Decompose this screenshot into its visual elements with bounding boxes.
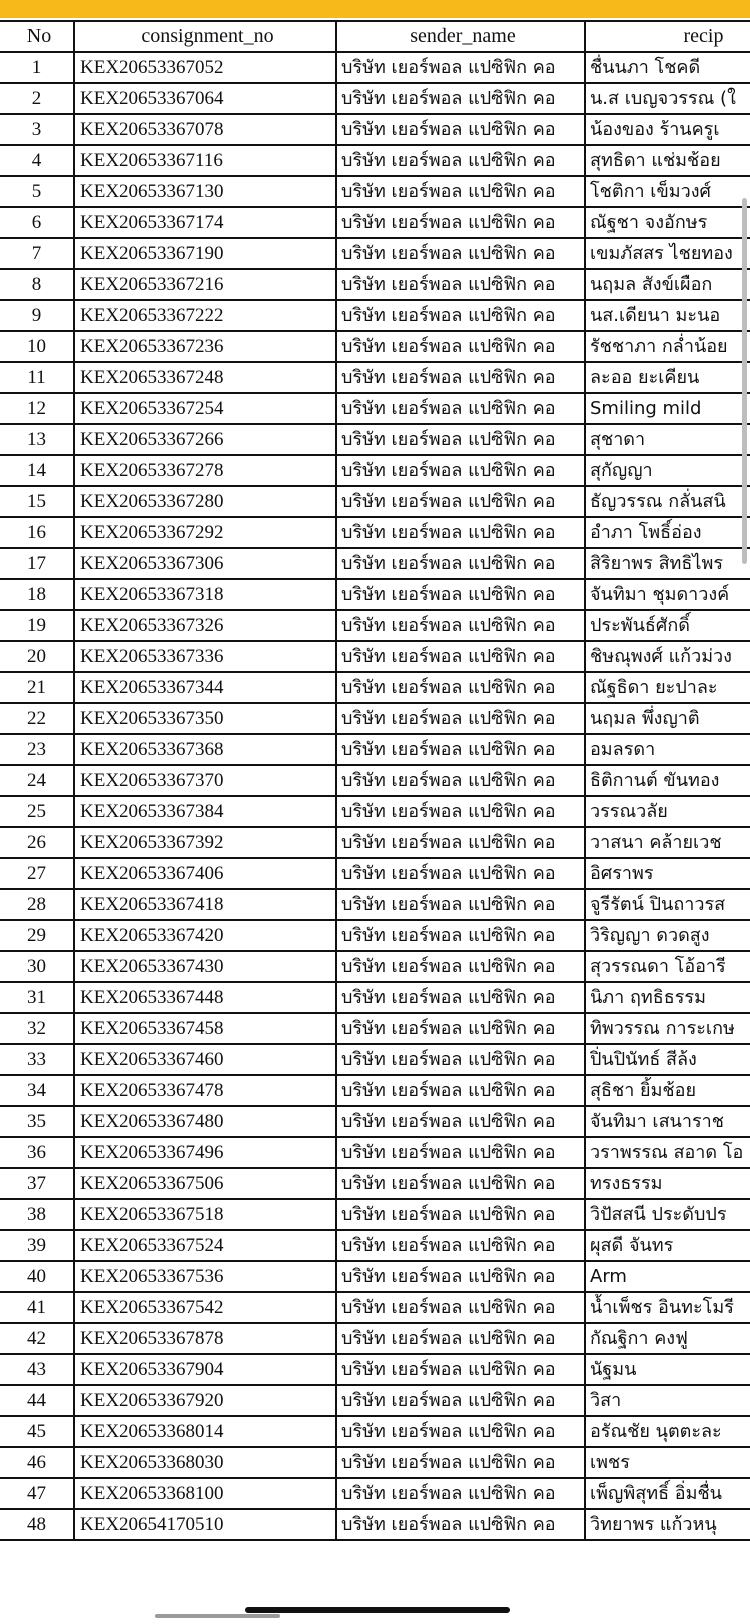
cell-recipient[interactable]: ณัฐธิดา ยะปาละ [585, 672, 750, 703]
cell-no[interactable]: 23 [0, 734, 74, 765]
table-row [0, 1478, 750, 1509]
table-row [0, 176, 750, 207]
header-no[interactable]: No [0, 21, 74, 52]
cell-recipient[interactable]: นฤมล พึ่งญาติ [585, 703, 750, 734]
cell-consignment-no[interactable]: KEX20653367236 [74, 331, 336, 362]
cell-no[interactable]: 15 [0, 486, 74, 517]
cell-consignment-no[interactable]: KEX20653367350 [74, 703, 336, 734]
cell-consignment-no[interactable]: KEX20653367078 [74, 114, 336, 145]
horizontal-scrollbar[interactable] [155, 1614, 280, 1618]
cell-recipient[interactable]: ชื่นนภา โชคดี [585, 52, 750, 83]
cell-recipient[interactable]: ธิติกานต์ ขันทอง [585, 765, 750, 796]
table-row [0, 114, 750, 145]
home-indicator[interactable] [245, 1607, 510, 1613]
consignment-table [0, 20, 750, 1541]
cell-recipient[interactable]: วิริญญา ดวดสูง [585, 920, 750, 951]
table-row [0, 517, 750, 548]
table-row [0, 920, 750, 951]
cell-sender-name[interactable]: บริษัท เยอร์พอล แปซิฟิก คอ [336, 765, 585, 796]
table-row [0, 331, 750, 362]
cell-recipient[interactable]: วิสา [585, 1385, 750, 1416]
cell-no[interactable]: 33 [0, 1044, 74, 1075]
cell-recipient[interactable]: จันทิมา ชุมดาวงค์ [585, 579, 750, 610]
cell-no[interactable]: 37 [0, 1168, 74, 1199]
vertical-scrollbar[interactable] [742, 198, 747, 564]
header-row [0, 21, 750, 52]
cell-consignment-no[interactable]: KEX20653367524 [74, 1230, 336, 1261]
table-row [0, 269, 750, 300]
spreadsheet-view[interactable] [0, 20, 750, 1624]
table-row [0, 889, 750, 920]
table-row [0, 1385, 750, 1416]
table-row [0, 238, 750, 269]
cell-sender-name[interactable]: บริษัท เยอร์พอล แปซิฟิก คอ [336, 176, 585, 207]
cell-consignment-no[interactable]: KEX20653367384 [74, 796, 336, 827]
cell-consignment-no[interactable]: KEX20653367064 [74, 83, 336, 114]
cell-sender-name[interactable]: บริษัท เยอร์พอล แปซิฟิก คอ [336, 858, 585, 889]
cell-recipient[interactable]: วิปัสสนี ประดับปร [585, 1199, 750, 1230]
top-accent-bar [0, 0, 750, 18]
cell-no[interactable]: 36 [0, 1137, 74, 1168]
cell-recipient[interactable]: นส.เดียนา มะนอ [585, 300, 750, 331]
cell-recipient[interactable]: ทิพวรรณ การะเกษ [585, 1013, 750, 1044]
cell-sender-name[interactable]: บริษัท เยอร์พอล แปซิฟิก คอ [336, 424, 585, 455]
cell-recipient[interactable]: วรรณวลัย [585, 796, 750, 827]
table-row [0, 1168, 750, 1199]
cell-consignment-no[interactable]: KEX20653367130 [74, 176, 336, 207]
cell-no[interactable]: 22 [0, 703, 74, 734]
cell-consignment-no[interactable]: KEX20653367052 [74, 52, 336, 83]
cell-sender-name[interactable]: บริษัท เยอร์พอล แปซิฟิก คอ [336, 796, 585, 827]
cell-sender-name[interactable]: บริษัท เยอร์พอล แปซิฟิก คอ [336, 889, 585, 920]
table-row [0, 982, 750, 1013]
cell-recipient[interactable]: Smiling mild [585, 393, 750, 424]
cell-consignment-no[interactable]: KEX20653367392 [74, 827, 336, 858]
cell-consignment-no[interactable]: KEX20653367292 [74, 517, 336, 548]
cell-sender-name[interactable]: บริษัท เยอร์พอล แปซิฟิก คอ [336, 83, 585, 114]
cell-consignment-no[interactable]: KEX20653367254 [74, 393, 336, 424]
cell-sender-name[interactable]: บริษัท เยอร์พอล แปซิฟิก คอ [336, 951, 585, 982]
table-row [0, 672, 750, 703]
cell-no[interactable]: 45 [0, 1416, 74, 1447]
cell-sender-name[interactable]: บริษัท เยอร์พอล แปซิฟิก คอ [336, 145, 585, 176]
cell-consignment-no[interactable]: KEX20653367542 [74, 1292, 336, 1323]
cell-recipient[interactable]: ชิษณุพงศ์ แก้วม่วง [585, 641, 750, 672]
cell-recipient[interactable]: สิริยาพร สิทธิไพร [585, 548, 750, 579]
cell-sender-name[interactable]: บริษัท เยอร์พอล แปซิฟิก คอ [336, 300, 585, 331]
table-row [0, 393, 750, 424]
cell-sender-name[interactable]: บริษัท เยอร์พอล แปซิฟิก คอ [336, 579, 585, 610]
cell-no[interactable]: 10 [0, 331, 74, 362]
table-row [0, 145, 750, 176]
table-body [0, 52, 750, 1540]
table-row [0, 1447, 750, 1478]
cell-sender-name[interactable]: บริษัท เยอร์พอล แปซิฟิก คอ [336, 1230, 585, 1261]
cell-consignment-no[interactable]: KEX20653367430 [74, 951, 336, 982]
cell-no[interactable]: 8 [0, 269, 74, 300]
cell-sender-name[interactable]: บริษัท เยอร์พอล แปซิฟิก คอ [336, 1323, 585, 1354]
cell-sender-name[interactable]: บริษัท เยอร์พอล แปซิฟิก คอ [336, 517, 585, 548]
cell-recipient[interactable]: น.ส เบญจวรรณ (ใ [585, 83, 750, 114]
cell-no[interactable]: 35 [0, 1106, 74, 1137]
cell-recipient[interactable]: นฤมล สังข์เผือก [585, 269, 750, 300]
cell-consignment-no[interactable]: KEX20653367478 [74, 1075, 336, 1106]
cell-recipient[interactable]: เขมภัสสร ไชยทอง [585, 238, 750, 269]
cell-sender-name[interactable]: บริษัท เยอร์พอล แปซิฟิก คอ [336, 1013, 585, 1044]
table-row [0, 765, 750, 796]
cell-no[interactable]: 4 [0, 145, 74, 176]
cell-recipient[interactable]: วิทยาพร แก้วหนุ [585, 1509, 750, 1540]
cell-no[interactable]: 31 [0, 982, 74, 1013]
cell-sender-name[interactable]: บริษัท เยอร์พอล แปซิฟิก คอ [336, 827, 585, 858]
table-row [0, 827, 750, 858]
cell-consignment-no[interactable]: KEX20654170510 [74, 1509, 336, 1540]
cell-consignment-no[interactable]: KEX20653367266 [74, 424, 336, 455]
cell-sender-name[interactable]: บริษัท เยอร์พอล แปซิฟิก คอ [336, 1261, 585, 1292]
cell-consignment-no[interactable]: KEX20653367878 [74, 1323, 336, 1354]
table-row [0, 83, 750, 114]
cell-sender-name[interactable]: บริษัท เยอร์พอล แปซิฟิก คอ [336, 982, 585, 1013]
cell-no[interactable]: 18 [0, 579, 74, 610]
cell-consignment-no[interactable]: KEX20653367536 [74, 1261, 336, 1292]
table-row [0, 641, 750, 672]
table-row [0, 1044, 750, 1075]
cell-sender-name[interactable]: บริษัท เยอร์พอล แปซิฟิก คอ [336, 1385, 585, 1416]
cell-sender-name[interactable]: บริษัท เยอร์พอล แปซิฟิก คอ [336, 269, 585, 300]
cell-recipient[interactable]: สุวรรณดา โอ้อารี [585, 951, 750, 982]
cell-consignment-no[interactable]: KEX20653367190 [74, 238, 336, 269]
cell-sender-name[interactable]: บริษัท เยอร์พอล แปซิฟิก คอ [336, 1292, 585, 1323]
table-row [0, 951, 750, 982]
table-row [0, 1416, 750, 1447]
cell-recipient[interactable]: อมลรดา [585, 734, 750, 765]
cell-consignment-no[interactable]: KEX20653367280 [74, 486, 336, 517]
cell-consignment-no[interactable]: KEX20653368100 [74, 1478, 336, 1509]
cell-recipient[interactable]: ผุสดี จันทร [585, 1230, 750, 1261]
cell-consignment-no[interactable]: KEX20653367920 [74, 1385, 336, 1416]
table-row [0, 1137, 750, 1168]
cell-no[interactable]: 1 [0, 52, 74, 83]
cell-consignment-no[interactable]: KEX20653367174 [74, 207, 336, 238]
table-row [0, 1292, 750, 1323]
cell-recipient[interactable]: อำภา โพธิ์อ่อง [585, 517, 750, 548]
table-row [0, 1199, 750, 1230]
cell-consignment-no[interactable]: KEX20653367344 [74, 672, 336, 703]
cell-no[interactable]: 32 [0, 1013, 74, 1044]
cell-recipient[interactable]: จูรีรัตน์ ปินถาวรส [585, 889, 750, 920]
cell-sender-name[interactable]: บริษัท เยอร์พอล แปซิฟิก คอ [336, 1447, 585, 1478]
cell-consignment-no[interactable]: KEX20653367326 [74, 610, 336, 641]
cell-sender-name[interactable]: บริษัท เยอร์พอล แปซิฟิก คอ [336, 362, 585, 393]
table-row [0, 1354, 750, 1385]
cell-no[interactable]: 43 [0, 1354, 74, 1385]
cell-recipient[interactable]: ปิ่นปินัทธ์ สีล้ง [585, 1044, 750, 1075]
cell-sender-name[interactable]: บริษัท เยอร์พอล แปซิฟิก คอ [336, 1354, 585, 1385]
cell-recipient[interactable]: ธัญวรรณ กลั่นสนิ [585, 486, 750, 517]
cell-sender-name[interactable]: บริษัท เยอร์พอล แปซิฟิก คอ [336, 641, 585, 672]
cell-sender-name[interactable]: บริษัท เยอร์พอล แปซิฟิก คอ [336, 1199, 585, 1230]
cell-no[interactable]: 5 [0, 176, 74, 207]
cell-consignment-no[interactable]: KEX20653367370 [74, 765, 336, 796]
cell-sender-name[interactable]: บริษัท เยอร์พอล แปซิฟิก คอ [336, 1416, 585, 1447]
cell-sender-name[interactable]: บริษัท เยอร์พอล แปซิฟิก คอ [336, 1509, 585, 1540]
header-recipient[interactable]: recip [585, 21, 750, 52]
cell-no[interactable]: 30 [0, 951, 74, 982]
table-row [0, 207, 750, 238]
table-row [0, 455, 750, 486]
cell-recipient[interactable]: อรัณชัย นุตตะละ [585, 1416, 750, 1447]
table-row [0, 1509, 750, 1540]
cell-no[interactable]: 24 [0, 765, 74, 796]
cell-no[interactable]: 14 [0, 455, 74, 486]
cell-no[interactable]: 39 [0, 1230, 74, 1261]
cell-recipient[interactable]: สุธิชา ยิ้มช้อย [585, 1075, 750, 1106]
cell-recipient[interactable]: น้องของ ร้านครูเ [585, 114, 750, 145]
cell-sender-name[interactable]: บริษัท เยอร์พอล แปซิฟิก คอ [336, 920, 585, 951]
cell-recipient[interactable]: ทรงธรรม [585, 1168, 750, 1199]
cell-no[interactable]: 25 [0, 796, 74, 827]
table-row [0, 52, 750, 83]
cell-consignment-no[interactable]: KEX20653367248 [74, 362, 336, 393]
cell-consignment-no[interactable]: KEX20653367368 [74, 734, 336, 765]
cell-sender-name[interactable]: บริษัท เยอร์พอล แปซิฟิก คอ [336, 1106, 585, 1137]
cell-no[interactable]: 17 [0, 548, 74, 579]
cell-consignment-no[interactable]: KEX20653367306 [74, 548, 336, 579]
table-row [0, 486, 750, 517]
cell-recipient[interactable]: ละออ ยะเคียน [585, 362, 750, 393]
cell-sender-name[interactable]: บริษัท เยอร์พอล แปซิฟิก คอ [336, 1168, 585, 1199]
cell-no[interactable]: 40 [0, 1261, 74, 1292]
cell-sender-name[interactable]: บริษัท เยอร์พอล แปซิฟิก คอ [336, 610, 585, 641]
cell-sender-name[interactable]: บริษัท เยอร์พอล แปซิฟิก คอ [336, 486, 585, 517]
header-consignment-no[interactable]: consignment_no [74, 21, 336, 52]
cell-sender-name[interactable]: บริษัท เยอร์พอล แปซิฟิก คอ [336, 114, 585, 145]
cell-consignment-no[interactable]: KEX20653367222 [74, 300, 336, 331]
cell-consignment-no[interactable]: KEX20653367480 [74, 1106, 336, 1137]
cell-sender-name[interactable]: บริษัท เยอร์พอล แปซิฟิก คอ [336, 1478, 585, 1509]
cell-consignment-no[interactable]: KEX20653367506 [74, 1168, 336, 1199]
cell-no[interactable]: 38 [0, 1199, 74, 1230]
table-row [0, 734, 750, 765]
table-row [0, 703, 750, 734]
table-row [0, 579, 750, 610]
cell-sender-name[interactable]: บริษัท เยอร์พอล แปซิฟิก คอ [336, 393, 585, 424]
cell-recipient[interactable]: รัชชาภา กล่ำน้อย [585, 331, 750, 362]
cell-no[interactable]: 27 [0, 858, 74, 889]
cell-sender-name[interactable]: บริษัท เยอร์พอล แปซิฟิก คอ [336, 1137, 585, 1168]
cell-consignment-no[interactable]: KEX20653367458 [74, 1013, 336, 1044]
cell-no[interactable]: 26 [0, 827, 74, 858]
cell-consignment-no[interactable]: KEX20653367116 [74, 145, 336, 176]
table-row [0, 1323, 750, 1354]
cell-recipient[interactable]: นัฐมน [585, 1354, 750, 1385]
cell-no[interactable]: 9 [0, 300, 74, 331]
cell-sender-name[interactable]: บริษัท เยอร์พอล แปซิฟิก คอ [336, 672, 585, 703]
cell-recipient[interactable]: สุชาดา [585, 424, 750, 455]
table-row [0, 548, 750, 579]
table-row [0, 1230, 750, 1261]
cell-no[interactable]: 34 [0, 1075, 74, 1106]
cell-consignment-no[interactable]: KEX20653367448 [74, 982, 336, 1013]
cell-consignment-no[interactable]: KEX20653367460 [74, 1044, 336, 1075]
cell-consignment-no[interactable]: KEX20653367318 [74, 579, 336, 610]
cell-no[interactable]: 29 [0, 920, 74, 951]
cell-sender-name[interactable]: บริษัท เยอร์พอล แปซิฟิก คอ [336, 548, 585, 579]
cell-no[interactable]: 16 [0, 517, 74, 548]
header-sender-name[interactable]: sender_name [336, 21, 585, 52]
cell-no[interactable]: 13 [0, 424, 74, 455]
table-row [0, 362, 750, 393]
table-row [0, 610, 750, 641]
cell-consignment-no[interactable]: KEX20653367406 [74, 858, 336, 889]
cell-recipient[interactable]: อิศราพร [585, 858, 750, 889]
table-row [0, 1106, 750, 1137]
cell-no[interactable]: 7 [0, 238, 74, 269]
cell-recipient[interactable]: เพ็ญพิสุทธิ์ อิ่มชื่น [585, 1478, 750, 1509]
table-row [0, 858, 750, 889]
cell-sender-name[interactable]: บริษัท เยอร์พอล แปซิฟิก คอ [336, 1044, 585, 1075]
cell-consignment-no[interactable]: KEX20653367496 [74, 1137, 336, 1168]
cell-recipient[interactable]: น้ำเพ็ชร อินทะโมรี [585, 1292, 750, 1323]
table-row [0, 424, 750, 455]
cell-recipient[interactable]: สุกัญญา [585, 455, 750, 486]
cell-recipient[interactable]: Arm [585, 1261, 750, 1292]
cell-recipient[interactable]: นิภา ฤทธิธรรม [585, 982, 750, 1013]
table-row [0, 796, 750, 827]
cell-consignment-no[interactable]: KEX20653367216 [74, 269, 336, 300]
cell-no[interactable]: 3 [0, 114, 74, 145]
cell-no[interactable]: 28 [0, 889, 74, 920]
cell-sender-name[interactable]: บริษัท เยอร์พอล แปซิฟิก คอ [336, 207, 585, 238]
cell-recipient[interactable]: สุทธิดา แช่มช้อย [585, 145, 750, 176]
cell-no[interactable]: 42 [0, 1323, 74, 1354]
cell-consignment-no[interactable]: KEX20653368030 [74, 1447, 336, 1478]
cell-consignment-no[interactable]: KEX20653367278 [74, 455, 336, 486]
cell-no[interactable]: 19 [0, 610, 74, 641]
cell-recipient[interactable]: วาสนา คล้ายเวช [585, 827, 750, 858]
cell-consignment-no[interactable]: KEX20653367904 [74, 1354, 336, 1385]
cell-sender-name[interactable]: บริษัท เยอร์พอล แปซิฟิก คอ [336, 238, 585, 269]
cell-recipient[interactable]: จันทิมา เสนาราช [585, 1106, 750, 1137]
cell-consignment-no[interactable]: KEX20653367418 [74, 889, 336, 920]
cell-no[interactable]: 12 [0, 393, 74, 424]
cell-recipient[interactable]: วราพรรณ สอาด โอ [585, 1137, 750, 1168]
cell-consignment-no[interactable]: KEX20653367420 [74, 920, 336, 951]
cell-no[interactable]: 47 [0, 1478, 74, 1509]
cell-recipient[interactable]: เพชร [585, 1447, 750, 1478]
table-row [0, 300, 750, 331]
cell-recipient[interactable]: กัณฐิกา คงฟู [585, 1323, 750, 1354]
table-row [0, 1013, 750, 1044]
cell-no[interactable]: 11 [0, 362, 74, 393]
cell-no[interactable]: 2 [0, 83, 74, 114]
cell-no[interactable]: 6 [0, 207, 74, 238]
cell-recipient[interactable]: ประพันธ์ศักดิ์ [585, 610, 750, 641]
cell-recipient[interactable]: ณัฐชา จงอักษร [585, 207, 750, 238]
cell-no[interactable]: 41 [0, 1292, 74, 1323]
cell-no[interactable]: 46 [0, 1447, 74, 1478]
cell-sender-name[interactable]: บริษัท เยอร์พอล แปซิฟิก คอ [336, 455, 585, 486]
cell-consignment-no[interactable]: KEX20653367518 [74, 1199, 336, 1230]
cell-no[interactable]: 20 [0, 641, 74, 672]
cell-sender-name[interactable]: บริษัท เยอร์พอล แปซิฟิก คอ [336, 331, 585, 362]
cell-no[interactable]: 48 [0, 1509, 74, 1540]
cell-no[interactable]: 44 [0, 1385, 74, 1416]
cell-sender-name[interactable]: บริษัท เยอร์พอล แปซิฟิก คอ [336, 52, 585, 83]
table-row [0, 1075, 750, 1106]
cell-consignment-no[interactable]: KEX20653367336 [74, 641, 336, 672]
cell-sender-name[interactable]: บริษัท เยอร์พอล แปซิฟิก คอ [336, 1075, 585, 1106]
table-row [0, 1261, 750, 1292]
cell-sender-name[interactable]: บริษัท เยอร์พอล แปซิฟิก คอ [336, 734, 585, 765]
cell-consignment-no[interactable]: KEX20653368014 [74, 1416, 336, 1447]
cell-recipient[interactable]: โชติกา เข็มวงศ์ [585, 176, 750, 207]
cell-no[interactable]: 21 [0, 672, 74, 703]
cell-sender-name[interactable]: บริษัท เยอร์พอล แปซิฟิก คอ [336, 703, 585, 734]
